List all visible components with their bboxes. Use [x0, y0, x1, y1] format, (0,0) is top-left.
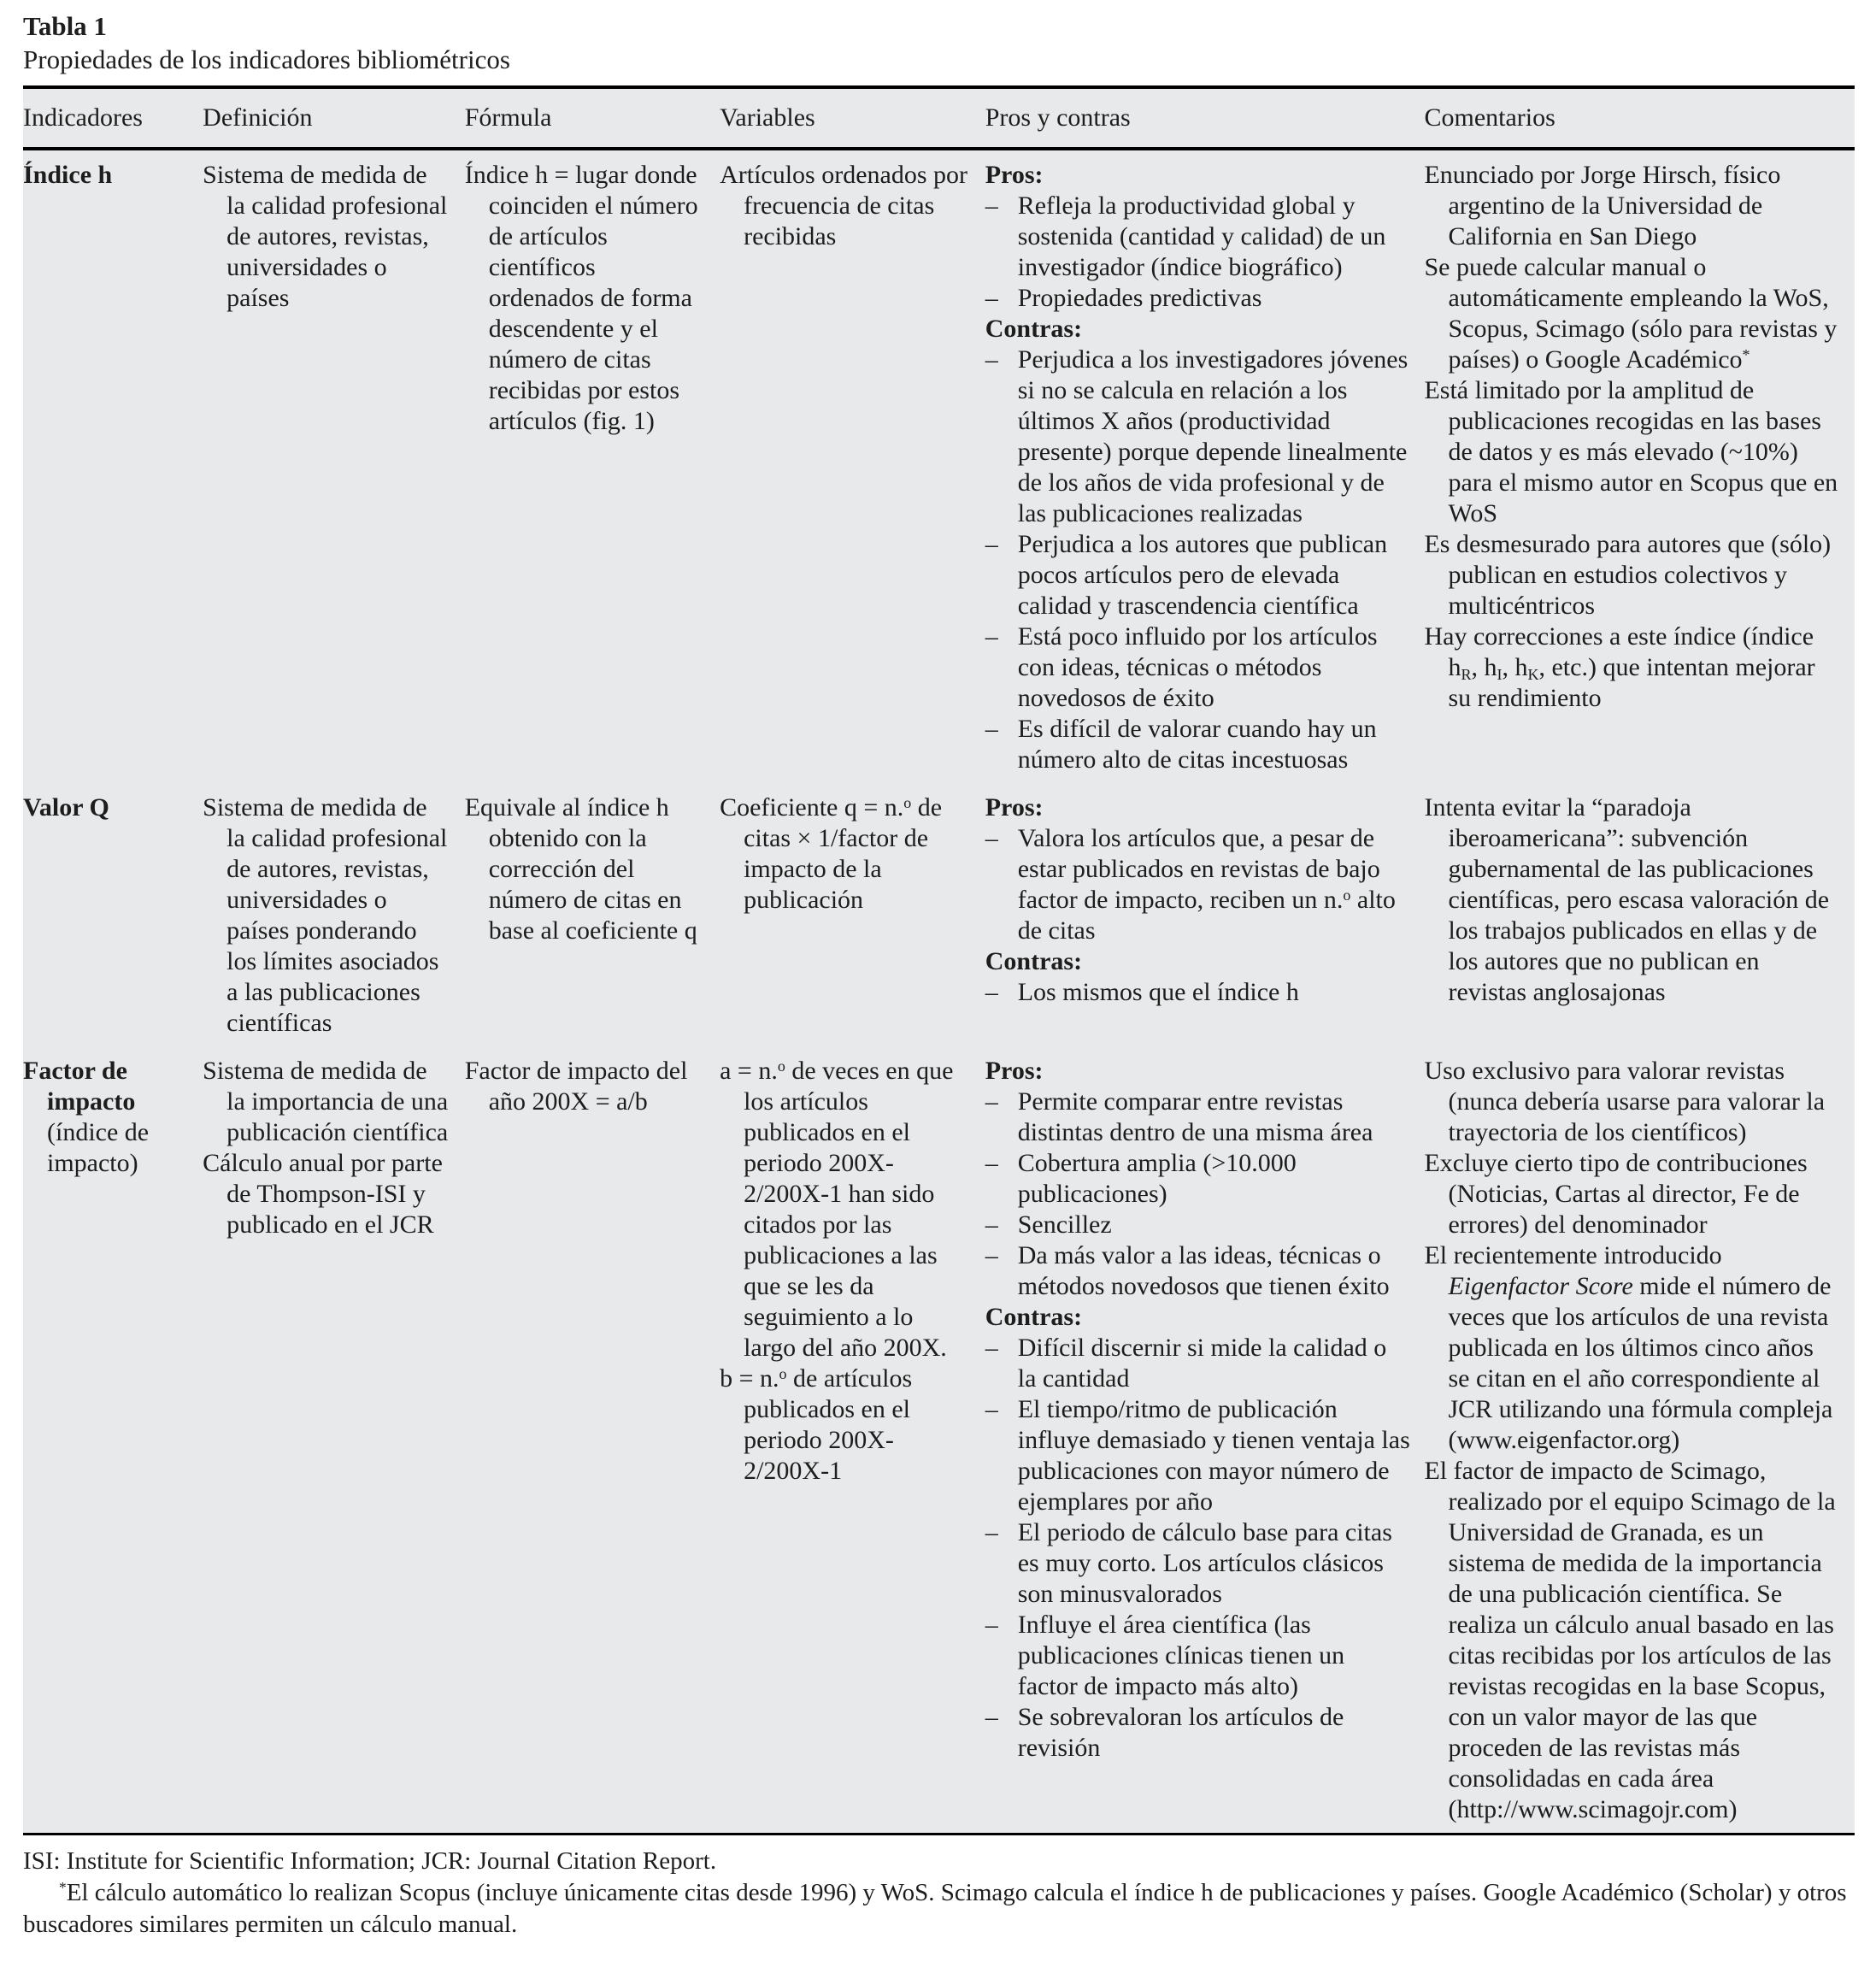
list-item: [985, 1333, 1411, 1394]
dash-bullet: –: [985, 530, 998, 558]
cell-factor-de-impacto-formula: [465, 1046, 720, 1835]
page-title: Propiedades de los indicadores bibliométricos: [23, 44, 510, 74]
cell-paragraph: Excluye cierto tipo de contribuciones (Noticias, Cartas al director, Fe de errores) del denominador: [1424, 1149, 1808, 1239]
dash-bullet: –: [985, 1241, 998, 1269]
pros-contras-label: Pros:: [985, 1057, 1044, 1085]
list-item: [985, 1087, 1411, 1148]
dash-bullet: –: [985, 1334, 998, 1362]
list-item: [985, 714, 1411, 775]
pros-contras-label: Pros:: [985, 161, 1044, 189]
table-body: [23, 149, 1855, 1835]
list-item-text: Propiedades predictivas: [1017, 284, 1262, 312]
dash-bullet: –: [985, 1703, 998, 1731]
table-header: [23, 87, 1855, 149]
dash-bullet: –: [985, 824, 998, 852]
cell-factor-de-impacto-indicadores: [23, 1046, 203, 1835]
list-item: [985, 977, 1411, 1008]
cell-indice-h-formula: [465, 149, 720, 783]
dash-bullet: –: [985, 978, 998, 1006]
table-row-valor-q: [23, 783, 1855, 1046]
cell-paragraph: Sistema de medida de la importancia de una publicación científica: [203, 1057, 449, 1146]
list-item-text: Influye el área científica (las publicaciones clínicas tienen un factor de impacto más alto): [1017, 1611, 1345, 1700]
list-item-text: Perjudica a los autores que publican pocos artículos pero de elevada calidad y trascendencia científica: [1017, 530, 1388, 620]
dash-bullet: –: [985, 622, 998, 651]
dash-bullet: –: [985, 1611, 998, 1639]
dash-bullet: –: [985, 345, 998, 374]
cell-factor-de-impacto-pros-y-contras: [985, 1046, 1425, 1835]
dash-bullet: –: [985, 284, 998, 312]
list-item-text: Los mismos que el índice h: [1017, 978, 1299, 1006]
cell-indice-h-indicadores: [23, 149, 203, 783]
cell-paragraph: Cálculo anual por parte de Thompson-ISI y publicado en el JCR: [203, 1149, 443, 1239]
pros-contras-label: Contras:: [985, 315, 1083, 343]
cell-paragraph: Es desmesurado para autores que (sólo) publican en estudios colectivos y multicéntricos: [1424, 530, 1832, 620]
list-item: [985, 191, 1411, 283]
column-header-formula: Fórmula: [465, 87, 720, 149]
table-row-indice-h: [23, 149, 1855, 783]
cell-factor-de-impacto-definicion: [203, 1046, 465, 1835]
list-item: [985, 345, 1411, 529]
cell-paragraph: Equivale al índice h obtenido con la corrección del número de citas en base al coeficiente q: [464, 793, 697, 945]
list-item-text: Da más valor a las ideas, técnicas o métodos novedosos que tienen éxito: [1017, 1241, 1390, 1300]
list-item-text: Está poco influido por los artículos con ideas, técnicas o métodos novedosos de éxito: [1017, 622, 1378, 712]
list-item-text: Refleja la productividad global y sostenida (cantidad y calidad) de un investigador (índice biográfico): [1017, 191, 1386, 281]
indicator-name: Factor de impacto: [23, 1057, 136, 1116]
dash-bullet: –: [985, 1518, 998, 1546]
cell-factor-de-impacto-variables: [720, 1046, 985, 1835]
cell-indice-h-comentarios: [1424, 149, 1855, 783]
pros-contras-label: Contras:: [985, 1303, 1083, 1331]
cell-paragraph: b = n.$^o$ de artículos publicados en el periodo 200X-2/200X-1: [720, 1364, 913, 1485]
list-item-text: Sencillez: [1017, 1210, 1112, 1239]
cell-paragraph: Uso exclusivo para valorar revistas (nunca debería usarse para valorar la trayectoria de los científicos): [1424, 1057, 1826, 1146]
bibliometric-indicators-table: [23, 85, 1855, 1835]
cell-paragraph: Sistema de medida de la calidad profesional de autores, revistas, universidades o países ponderando los límites asociados a las publicaciones científicas: [203, 793, 448, 1037]
list-item-text: El periodo de cálculo base para citas es muy corto. Los artículos clásicos son minusvalorados: [1017, 1518, 1392, 1608]
abbreviations-note: ISI: Institute for Scientific Information; JCR: Journal Citation Report.: [23, 1847, 717, 1875]
cell-paragraph: Hay correcciones a este índice (índice $h_R$, $h_I$, $h_K$, etc.) que intentan mejorar su rendimiento: [1424, 622, 1815, 712]
cell-paragraph: Índice h = lugar donde coinciden el número de artículos científicos ordenados de forma descendente y el número de citas recibidas por estos artículos (fig. 1): [464, 161, 698, 435]
dash-bullet: –: [985, 1149, 998, 1177]
list-item-text: Cobertura amplia (>10.000 publicaciones): [1017, 1149, 1297, 1208]
table-row-factor-de-impacto: [23, 1046, 1855, 1835]
list-item: [985, 1517, 1411, 1610]
cell-paragraph: El factor de impacto de Scimago, realizado por el equipo Scimago de la Universidad de Granada, es un sistema de medida de la importancia de una publicación científica. Se realiza un cálculo anual basado en las citas recibidas por los artículos de las revistas recogidas en la base Scopus, con un valor mayor de las que proceden de las revistas más consolidadas en cada área (http://www.scimagojr.com): [1424, 1457, 1836, 1823]
list-item-text: Difícil discernir si mide la calidad o la cantidad: [1017, 1334, 1387, 1393]
indicator-name: (índice de impacto): [47, 1118, 150, 1177]
dash-bullet: –: [985, 1087, 998, 1116]
list-item-text: Permite comparar entre revistas distintas dentro de una misma área: [1017, 1087, 1373, 1146]
dash-bullet: –: [985, 715, 998, 743]
list-item: [985, 1210, 1411, 1240]
list-item: [985, 1610, 1411, 1702]
cell-paragraph: Está limitado por la amplitud de publicaciones recogidas en las bases de datos y es más elevado (~10%) para el mismo autor en Scopus que en WoS: [1424, 376, 1838, 527]
column-header-comentarios: Comentarios: [1424, 87, 1855, 149]
cell-paragraph: El recientemente introducido Eigenfactor Score mide el número de veces que los artículos de una revista publicada en los últimos cinco años se citan en el año correspondiente al JCR utilizando una fórmula compleja (www.eigenfactor.org): [1424, 1241, 1833, 1454]
cell-paragraph: Coeficiente q = n.$^o$ de citas × 1/factor de impacto de la publicación: [720, 793, 943, 914]
cell-paragraph: Sistema de medida de la calidad profesional de autores, revistas, universidades o países: [203, 161, 448, 312]
header-row: [23, 87, 1855, 149]
list-item-text: Es difícil de valorar cuando hay un número alto de citas incestuosas: [1017, 715, 1377, 774]
cell-paragraph: Enunciado por Jorge Hirsch, físico argentino de la Universidad de California en San Diego: [1424, 161, 1781, 250]
list-item-text: Se sobrevaloran los artículos de revisión: [1017, 1703, 1344, 1762]
footnotes: [23, 1846, 1855, 1941]
indicator-name: Índice h: [23, 161, 113, 189]
dash-bullet: –: [985, 1395, 998, 1423]
column-header-variables: Variables: [720, 87, 985, 149]
column-header-definicion: Definición: [203, 87, 465, 149]
cell-indice-h-variables: [720, 149, 985, 783]
list-item: [985, 621, 1411, 714]
cell-paragraph: a = n.$^o$ de veces en que los artículos publicados en el periodo 200X-2/200X-1 han sido citados por las publicaciones a las que se les da seguimiento a lo largo del año 200X.: [720, 1057, 954, 1362]
column-header-indicadores: Indicadores: [23, 87, 203, 149]
pros-contras-label: Pros:: [985, 793, 1044, 822]
list-item: [985, 1394, 1411, 1517]
cell-factor-de-impacto-comentarios: [1424, 1046, 1855, 1835]
list-item-text: Valora los artículos que, a pesar de estar publicados en revistas de bajo factor de impacto, reciben un n.$^o$ alto de citas: [1017, 824, 1396, 945]
cell-valor-q-formula: [465, 783, 720, 1046]
list-item: [985, 823, 1411, 946]
list-item: [985, 283, 1411, 314]
dash-bullet: –: [985, 1210, 998, 1239]
cell-valor-q-definicion: [203, 783, 465, 1046]
pros-contras-label: Contras:: [985, 947, 1083, 975]
asterisk-note: *El cálculo automático lo realizan Scopus (incluye únicamente citas desde 1996) y WoS. Scimago calcula el índice h de publicaciones y países. Google Académico (Scholar) y otros buscadores similares permiten un cálculo manual.: [23, 1879, 1847, 1938]
cell-indice-h-definicion: [203, 149, 465, 783]
indicator-name: Valor Q: [23, 793, 109, 822]
cell-valor-q-pros-y-contras: [985, 783, 1425, 1046]
list-item: [985, 1702, 1411, 1764]
list-item: [985, 1148, 1411, 1210]
cell-valor-q-indicadores: [23, 783, 203, 1046]
cell-paragraph: Intenta evitar la “paradoja iberoamericana”: subvención gubernamental de las publicaciones científicas, pero escasa valoración de los trabajos publicados en ellas y de los autores que no publican en revistas anglosajonas: [1424, 793, 1830, 1006]
cell-paragraph: Factor de impacto del año 200X = a/b: [464, 1057, 688, 1116]
cell-valor-q-comentarios: [1424, 783, 1855, 1046]
list-item-text: El tiempo/ritmo de publicación influye demasiado y tienen ventaja las publicaciones con mayor número de ejemplares por año: [1017, 1395, 1410, 1516]
cell-paragraph: Artículos ordenados por frecuencia de citas recibidas: [720, 161, 968, 250]
cell-paragraph: Se puede calcular manual o automáticamente empleando la WoS, Scopus, Scimago (sólo para revistas y países) o Google Académico*: [1424, 253, 1838, 374]
list-item-text: Perjudica a los investigadores jóvenes si no se calcula en relación a los últimos X años (productividad presente) porque depende linealmente de los años de vida profesional y de las publicaciones realizadas: [1017, 345, 1408, 527]
cell-indice-h-pros-y-contras: [985, 149, 1425, 783]
dash-bullet: –: [985, 191, 998, 220]
list-item: [985, 1240, 1411, 1302]
list-item: [985, 529, 1411, 621]
cell-valor-q-variables: [720, 783, 985, 1046]
column-header-pros-y-contras: Pros y contras: [985, 87, 1425, 149]
table-label: Tabla 1: [23, 11, 107, 41]
table-caption: [23, 10, 1855, 77]
